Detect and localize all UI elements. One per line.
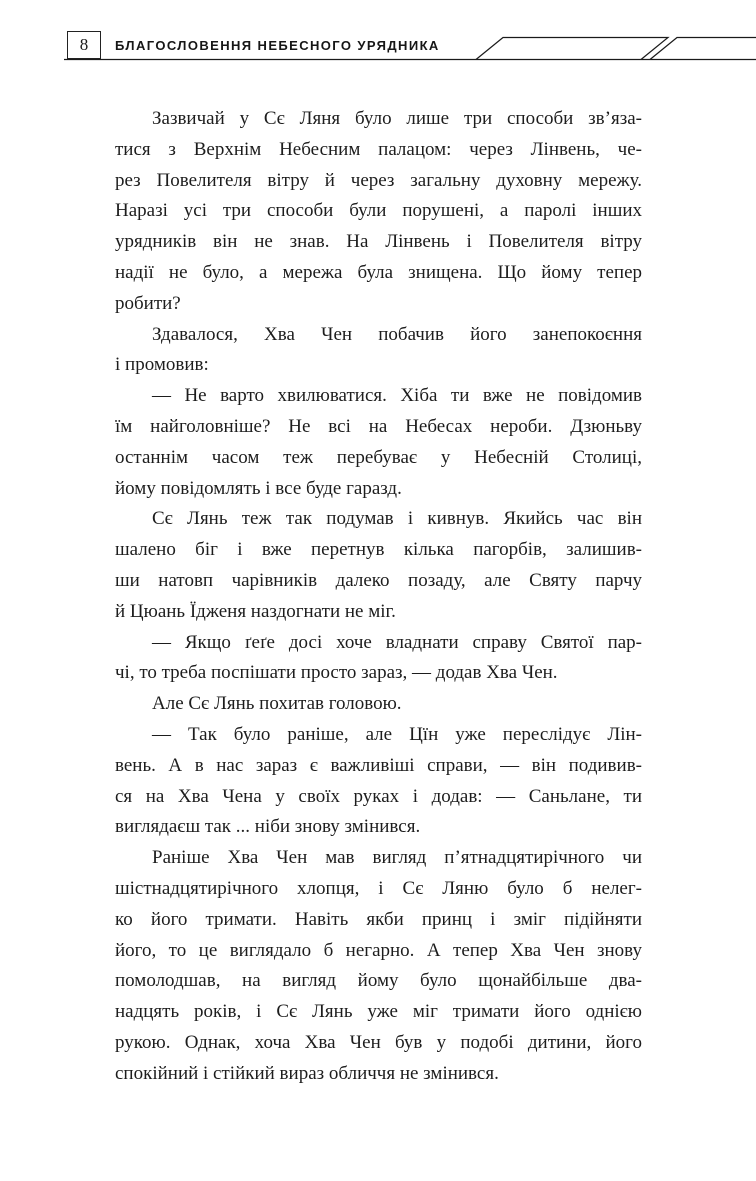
- text-line: рукою. Однак, хоча Хва Чен був у подобі дитини, його: [115, 1031, 642, 1053]
- page-number-box: [67, 31, 101, 59]
- text-line: й Цюань Їдженя наздогнати не міг.: [115, 600, 396, 622]
- text-line: ши натовп чарівників далеко позаду, але Святу парчу: [115, 569, 642, 591]
- text-line: спокійний і стійкий вираз обличчя не змінився.: [115, 1062, 499, 1084]
- text-line: Наразі усі три способи були порушені, а паролі інших: [115, 200, 642, 222]
- text-line: останнім часом теж перебуває у Небесній Столиці,: [115, 446, 642, 468]
- text-line: Раніше Хва Чен мав вигляд п’ятнадцятирічного чи: [152, 847, 642, 869]
- text-line: шістнадцятирічного хлопця, і Сє Ляню було б нелег-: [115, 877, 642, 899]
- text-line: йому повідомлять і все буде гаразд.: [115, 477, 402, 499]
- text-line: їм найголовніше? Не всі на Небесах нероби. Дзюньву: [115, 415, 642, 437]
- text-line: урядників він не знав. На Лінвень і Повелителя вітру: [115, 231, 642, 253]
- page-number: 8: [79, 35, 89, 54]
- text-line: робити?: [115, 292, 181, 314]
- text-line: ся на Хва Чена у своїх руках і додав: — Саньлане, ти: [115, 785, 642, 807]
- text-line: Але Сє Лянь похитав головою.: [152, 693, 402, 715]
- text-line: Зазвичай у Сє Ляня було лише три способи зв’яза-: [152, 108, 642, 129]
- text-line: Сє Лянь теж так подумав і кивнув. Якийсь час він: [152, 508, 642, 530]
- text-line: надії не було, а мережа була знищена. Що йому тепер: [115, 261, 642, 283]
- text-line: рез Повелителя вітру й через загальну духовну мережу.: [115, 169, 642, 191]
- paragraph: [115, 720, 642, 843]
- text-line: — Так було раніше, але Цїн уже переслідує Лін-: [152, 723, 642, 745]
- text-line: надцять років, і Сє Лянь уже міг тримати його однією: [115, 1001, 642, 1023]
- paragraph: [115, 689, 642, 720]
- page-body: [115, 104, 642, 1090]
- text-line: — Не варто хвилюватися. Хіба ти вже не повідомив: [152, 385, 642, 407]
- text-line: помолодшав, на вигляд йому було щонайбільше два-: [115, 970, 642, 992]
- running-title: БЛАГОСЛОВЕННЯ НЕБЕСНОГО УРЯДНИКА: [115, 38, 440, 53]
- running-header: [0, 0, 756, 70]
- paragraph: [115, 104, 642, 320]
- text-line: Здавалося, Хва Чен побачив його занепокоєння: [152, 323, 642, 345]
- text-line: його, то це виглядало б негарно. А тепер Хва Чен знову: [115, 939, 642, 961]
- paragraph: [115, 381, 642, 504]
- text-line: чі, то треба поспішати просто зараз, — додав Хва Чен.: [115, 662, 558, 684]
- header-ribbon-decoration: [0, 0, 756, 70]
- paragraph: [115, 628, 642, 690]
- paragraph: [115, 843, 642, 1089]
- paragraph: [115, 320, 642, 382]
- text-line: і промовив:: [115, 354, 209, 376]
- text-line: — Якщо ґеґе досі хоче владнати справу Святої пар-: [152, 631, 642, 653]
- text-line: ко його тримати. Навіть якби принц і зміг підійняти: [115, 908, 642, 930]
- text-line: тися з Верхнім Небесним палацом: через Лінвень, че-: [115, 138, 642, 160]
- text-line: вень. А в нас зараз є важливіші справи, — він подивив-: [115, 754, 642, 776]
- text-line: виглядаєш так ... ніби знову змінився.: [115, 816, 421, 838]
- text-line: шалено біг і вже перетнув кілька пагорбів, залишив-: [115, 539, 642, 561]
- paragraph: [115, 504, 642, 627]
